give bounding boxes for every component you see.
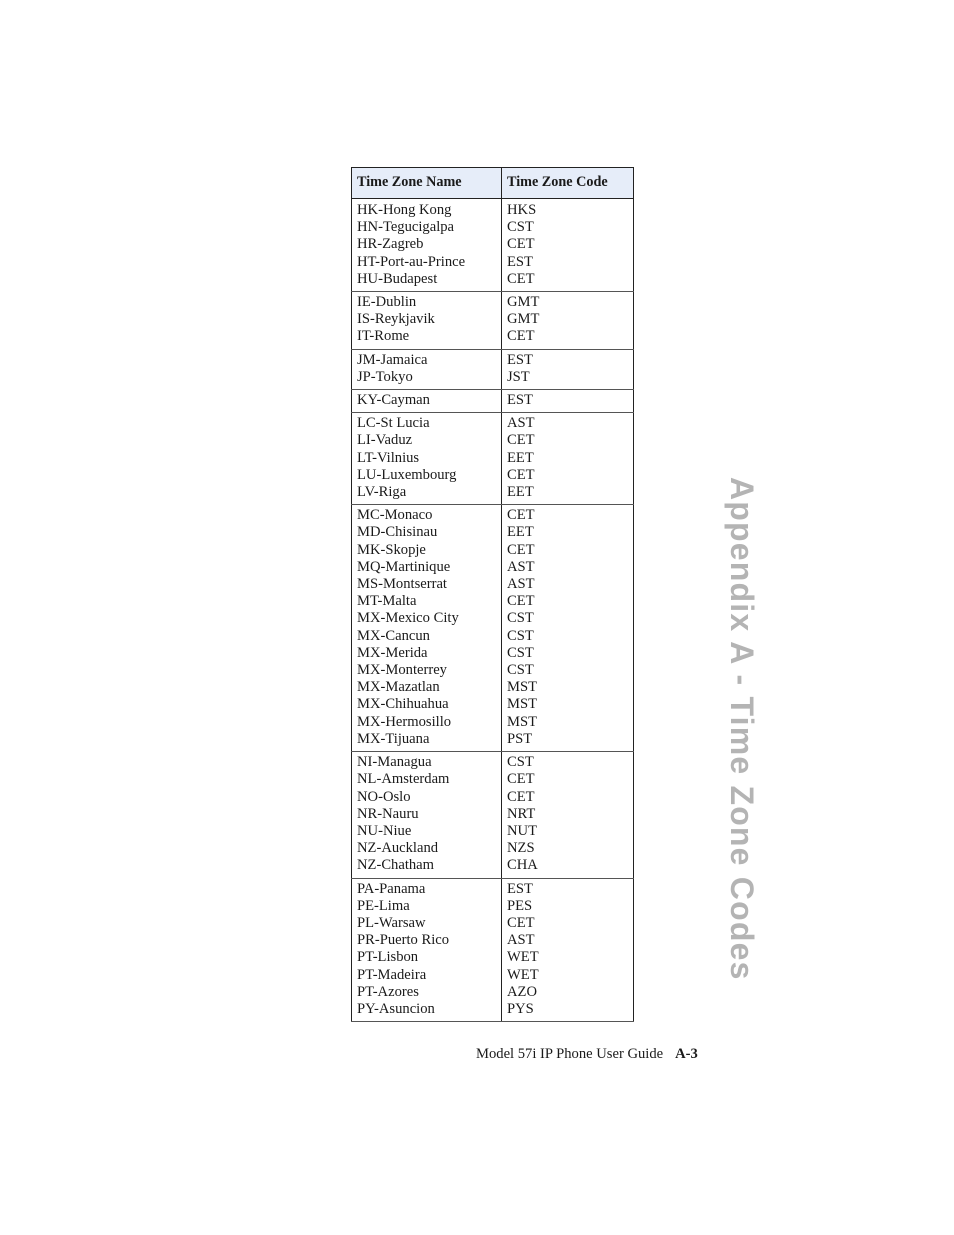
zone-name-cell xyxy=(352,752,502,878)
zone-code: CET xyxy=(507,236,535,253)
zone-name: HU-Budapest xyxy=(357,270,438,287)
zone-name: LT-Vilnius xyxy=(357,449,420,466)
zone-name: PT-Madeira xyxy=(357,966,427,983)
zone-code: GMT xyxy=(507,311,540,328)
table-row xyxy=(352,752,634,878)
zone-name-cell xyxy=(352,390,502,413)
zone-name-cell xyxy=(352,505,502,752)
zone-name: NO-Oslo xyxy=(357,788,411,805)
page-footer xyxy=(476,1046,698,1063)
zone-code-cell xyxy=(502,292,634,350)
zone-code-cell xyxy=(502,199,634,292)
zone-name: NZ-Auckland xyxy=(357,840,439,857)
zone-name: MX-Mazatlan xyxy=(357,679,440,696)
zone-code: WET xyxy=(507,966,539,983)
zone-code: CET xyxy=(507,507,535,524)
zone-name: MS-Montserrat xyxy=(357,576,447,593)
zone-name: PT-Lisbon xyxy=(357,949,419,966)
table-row xyxy=(352,199,634,292)
time-zone-table xyxy=(351,167,634,1022)
zone-name: PT-Azores xyxy=(357,983,419,1000)
zone-name: LI-Vaduz xyxy=(357,432,413,449)
zone-name: IS-Reykjavik xyxy=(357,311,435,328)
zone-name: LV-Riga xyxy=(357,484,407,501)
zone-code-cell xyxy=(502,878,634,1022)
zone-code: CET xyxy=(507,914,535,931)
zone-name: IE-Dublin xyxy=(357,294,417,311)
zone-code: CET xyxy=(507,593,535,610)
zone-code: EST xyxy=(507,392,533,409)
zone-code: PST xyxy=(507,730,533,747)
zone-code-cell xyxy=(502,390,634,413)
zone-name: PY-Asuncion xyxy=(357,1000,435,1017)
zone-code-cell xyxy=(502,752,634,878)
zone-code: CET xyxy=(507,541,535,558)
zone-name: NZ-Chatham xyxy=(357,857,435,874)
zone-name: NL-Amsterdam xyxy=(357,771,450,788)
zone-name: PR-Puerto Rico xyxy=(357,932,450,949)
table-row xyxy=(352,390,634,413)
zone-code: EET xyxy=(507,449,534,466)
zone-code: CST xyxy=(507,644,534,661)
zone-code-cell xyxy=(502,349,634,389)
zone-name: PL-Warsaw xyxy=(357,914,426,931)
zone-name: PA-Panama xyxy=(357,880,426,897)
zone-code: EET xyxy=(507,484,534,501)
zone-code: NUT xyxy=(507,822,537,839)
zone-name: HK-Hong Kong xyxy=(357,202,452,218)
zone-code: HKS xyxy=(507,202,537,218)
zone-name: MT-Malta xyxy=(357,593,417,610)
zone-name: MX-Mexico City xyxy=(357,610,459,627)
zone-name: MX-Monterrey xyxy=(357,662,447,679)
zone-code: CHA xyxy=(507,857,538,874)
zone-name: JP-Tokyo xyxy=(357,368,413,385)
zone-code: CST xyxy=(507,662,534,679)
zone-code: CET xyxy=(507,432,535,449)
footer-guide-title: Model 57i IP Phone User Guide xyxy=(476,1046,664,1062)
zone-code: EST xyxy=(507,351,533,368)
appendix-side-title: Appendix A - Time Zone Codes xyxy=(724,477,760,981)
zone-name: MC-Monaco xyxy=(357,507,433,524)
zone-code: AST xyxy=(507,558,535,575)
zone-name: MX-Hermosillo xyxy=(357,713,452,730)
zone-code: CST xyxy=(507,219,534,236)
zone-name: NR-Nauru xyxy=(357,805,419,822)
zone-name: NI-Managua xyxy=(357,754,432,771)
zone-name: JM-Jamaica xyxy=(357,351,428,368)
zone-name-cell xyxy=(352,199,502,292)
zone-code: WET xyxy=(507,949,539,966)
zone-name-cell xyxy=(352,878,502,1022)
zone-code: PYS xyxy=(507,1000,534,1017)
zone-name: PE-Lima xyxy=(357,897,410,914)
header-time-zone-name: Time Zone Name xyxy=(352,168,502,199)
zone-name: MX-Merida xyxy=(357,644,428,661)
zone-name: MD-Chisinau xyxy=(357,524,438,541)
table-row xyxy=(352,413,634,505)
zone-code: JST xyxy=(507,368,530,385)
zone-name: KY-Cayman xyxy=(357,392,430,409)
zone-name: NU-Niue xyxy=(357,822,412,839)
zone-code: CST xyxy=(507,627,534,644)
zone-name: LU-Luxembourg xyxy=(357,466,457,483)
zone-code: NZS xyxy=(507,840,535,857)
zone-code: AST xyxy=(507,576,535,593)
table-body xyxy=(352,199,634,1022)
zone-name: HN-Tegucigalpa xyxy=(357,219,455,236)
zone-name: IT-Rome xyxy=(357,328,410,345)
table-row xyxy=(352,878,634,1022)
table-row xyxy=(352,505,634,752)
zone-code: AST xyxy=(507,415,535,432)
zone-name: MK-Skopje xyxy=(357,541,426,558)
zone-name: MX-Tijuana xyxy=(357,730,430,747)
zone-code: CET xyxy=(507,788,535,805)
table-row xyxy=(352,292,634,350)
zone-name-cell xyxy=(352,349,502,389)
zone-code: CET xyxy=(507,270,535,287)
zone-code-cell xyxy=(502,413,634,505)
zone-code: MST xyxy=(507,679,538,696)
table-row xyxy=(352,349,634,389)
table-header-row xyxy=(352,168,634,199)
zone-code: MST xyxy=(507,696,538,713)
zone-code-cell xyxy=(502,505,634,752)
page-number: A-3 xyxy=(675,1046,698,1062)
zone-code: AZO xyxy=(507,983,537,1000)
zone-name: MQ-Martinique xyxy=(357,558,451,575)
zone-code: EST xyxy=(507,253,533,270)
zone-code: NRT xyxy=(507,805,536,822)
zone-code: PES xyxy=(507,897,533,914)
zone-name: MX-Chihuahua xyxy=(357,696,449,713)
zone-code: EST xyxy=(507,880,533,897)
zone-code: EET xyxy=(507,524,534,541)
zone-code: AST xyxy=(507,932,535,949)
zone-name: HR-Zagreb xyxy=(357,236,424,253)
header-time-zone-code: Time Zone Code xyxy=(502,168,634,199)
zone-name: HT-Port-au-Prince xyxy=(357,253,466,270)
zone-code: CET xyxy=(507,771,535,788)
zone-code: MST xyxy=(507,713,538,730)
zone-code: CET xyxy=(507,466,535,483)
zone-code: CST xyxy=(507,610,534,627)
zone-name: LC-St Lucia xyxy=(357,415,430,432)
zone-name-cell xyxy=(352,292,502,350)
zone-name: MX-Cancun xyxy=(357,627,430,644)
zone-name-cell xyxy=(352,413,502,505)
zone-code: CST xyxy=(507,754,534,771)
zone-code: CET xyxy=(507,328,535,345)
zone-code: GMT xyxy=(507,294,540,311)
